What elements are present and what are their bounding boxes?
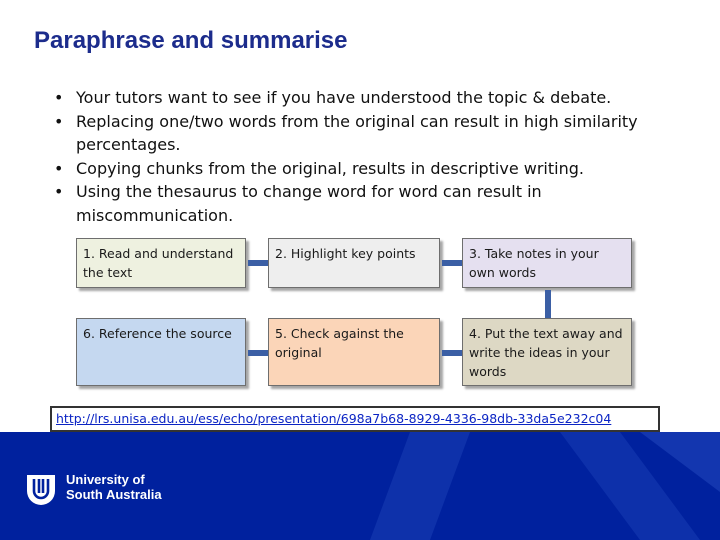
connector-arrow-right: [248, 256, 268, 270]
connector-arrow-left: [248, 346, 268, 360]
bullet-item: • Replacing one/two words from the original can result in high similarity percentages.: [52, 110, 652, 157]
connector-arrow-left: [442, 346, 462, 360]
connector-arrow-right: [442, 256, 462, 270]
page-title: Paraphrase and summarise: [34, 27, 348, 54]
step-box-check: 5. Check against the original: [268, 318, 440, 386]
bullet-item: • Copying chunks from the original, results in descriptive writing.: [52, 157, 652, 181]
presentation-link[interactable]: http://lrs.unisa.edu.au/ess/echo/presentation/698a7b68-8929-4336-98db-33da5e232c04: [56, 411, 612, 426]
step-box-highlight: 2. Highlight key points: [268, 238, 440, 288]
step-box-reference: 6. Reference the source: [76, 318, 246, 386]
footer-banner: [0, 432, 720, 540]
connector-arrow-down: [542, 290, 554, 318]
step-box-take-notes: 3. Take notes in your own words: [462, 238, 632, 288]
university-name-line: University of: [66, 472, 145, 487]
bullet-item: • Your tutors want to see if you have understood the topic & debate.: [52, 86, 652, 110]
step-box-write: 4. Put the text away and write the ideas in your words: [462, 318, 632, 386]
bullet-list: [52, 86, 652, 227]
step-box-read-understand: 1. Read and understand the text: [76, 238, 246, 288]
bullet-item: • Using the thesaurus to change word for word can result in miscommunication.: [52, 180, 652, 227]
link-box: [50, 406, 660, 432]
unisa-logo-icon: [24, 472, 58, 506]
university-name-line: South Australia: [66, 487, 162, 502]
university-name: [66, 472, 162, 502]
